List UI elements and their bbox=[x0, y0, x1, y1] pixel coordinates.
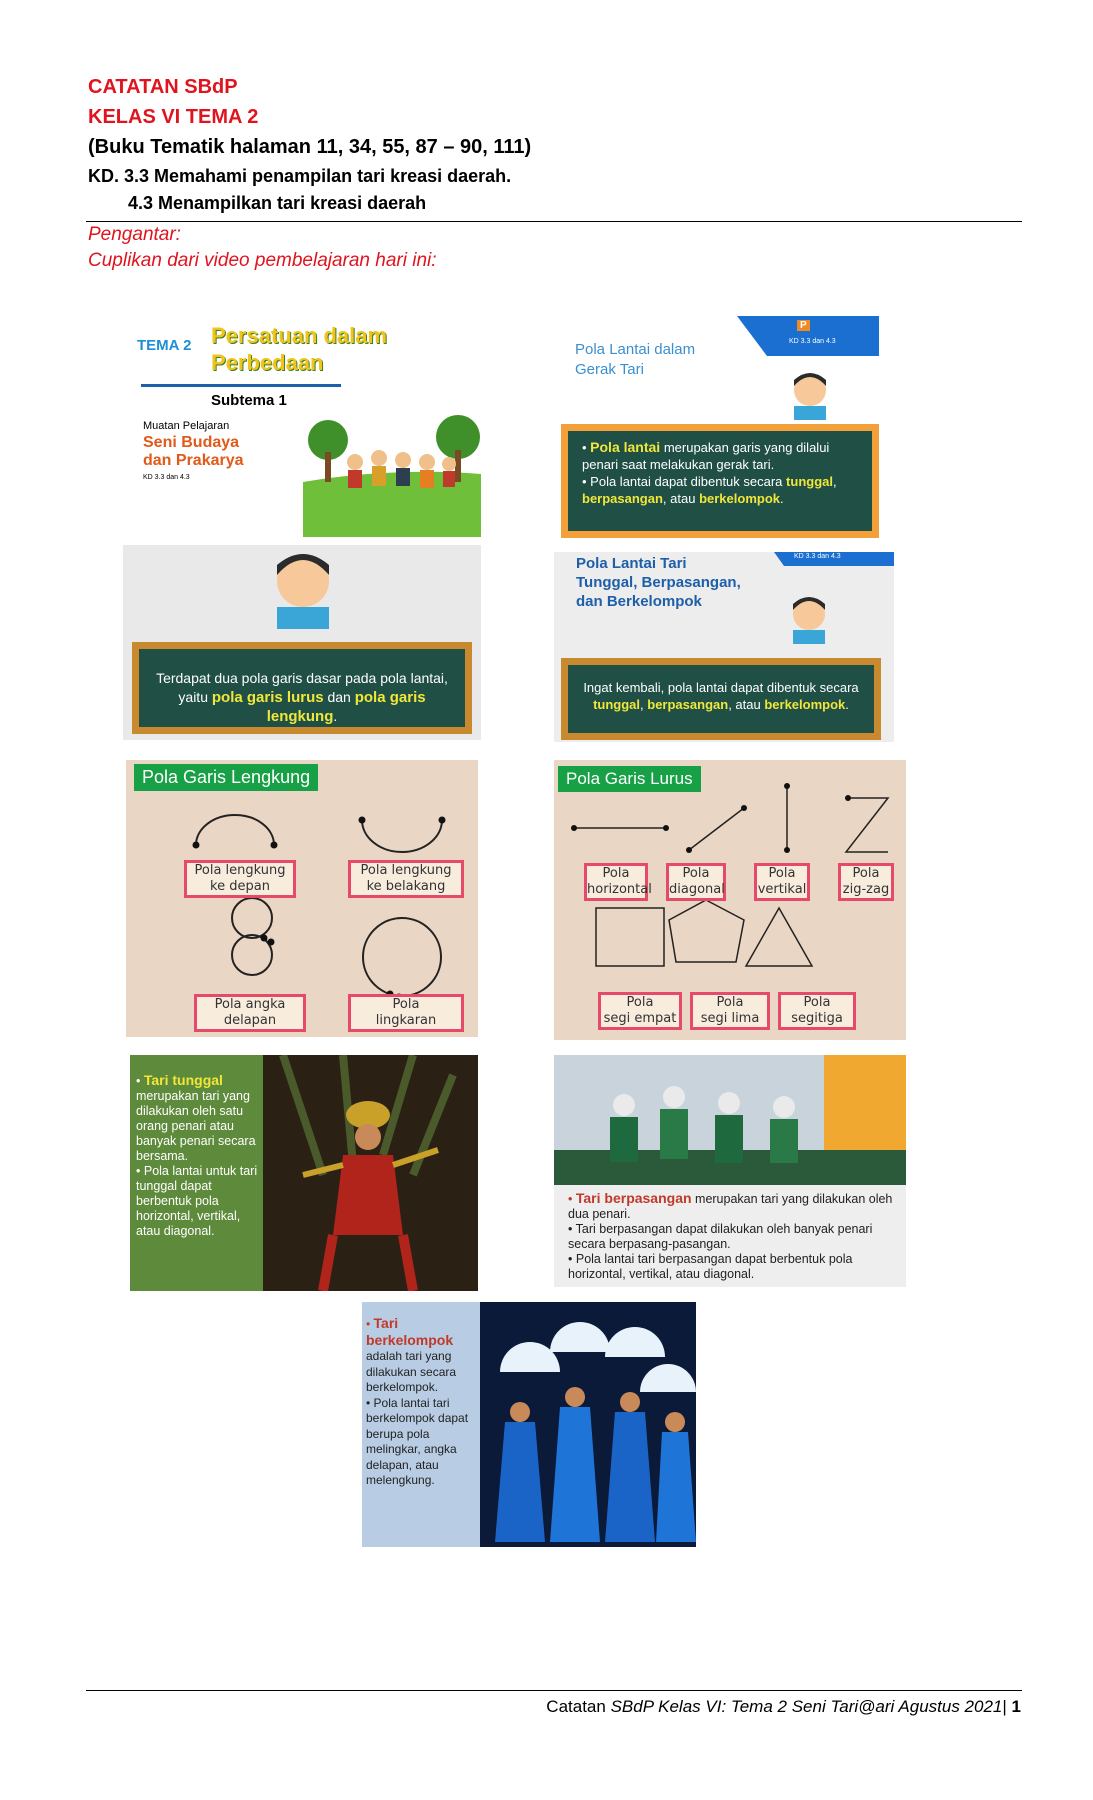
slide2-bullet-2: • Pola lantai dapat dibentuk secara tunggal, berpasangan, atau berkelompok. bbox=[582, 474, 837, 506]
label-line: Pola bbox=[716, 995, 744, 1010]
slide2-b1-text: merupakan garis yang dilalui penari saat melakukan gerak tari. bbox=[582, 440, 830, 472]
label-vertikal bbox=[754, 863, 810, 901]
slide4-hl-berkelompok: berkelompok bbox=[764, 697, 846, 712]
slide4-hl-tunggal: tunggal bbox=[593, 697, 641, 712]
intro-text: Cuplikan dari video pembelajaran hari ini: bbox=[88, 250, 437, 271]
slide5-title: Pola Garis Lengkung bbox=[134, 764, 318, 791]
slide2-hl-berpasangan: berpasangan bbox=[582, 491, 663, 506]
slide8-hl: Tari berpasangan bbox=[575, 1190, 692, 1206]
label-line: Pola bbox=[803, 995, 831, 1010]
slide-pola-lantai-jenis bbox=[554, 552, 894, 742]
header-title: CATATAN SBdP bbox=[88, 76, 238, 98]
slide3-dan: dan bbox=[327, 689, 351, 705]
slide3-board: Terdapat dua pola garis dasar pada pola lantai, yaitu pola garis lurus dan pola garis lengkung. bbox=[132, 642, 472, 734]
slide7-bullet-2: • Pola lantai untuk tari tunggal dapat berbentuk pola horizontal, vertikal, atau diagonal. bbox=[136, 1164, 258, 1238]
slide8-bullet-3: • Pola lantai tari berpasangan dapat berbentuk pola horizontal, vertikal, atau diagonal. bbox=[568, 1252, 853, 1281]
label-lengkung-depan bbox=[184, 860, 296, 898]
label-line: ke belakang bbox=[366, 879, 446, 894]
boy-icon bbox=[785, 368, 835, 420]
label-zigzag bbox=[838, 863, 894, 901]
badge-kd: KD 3.3 dan 4.3 bbox=[789, 338, 836, 345]
header-rule bbox=[86, 221, 1022, 222]
header-pages: (Buku Tematik halaman 11, 34, 55, 87 – 90, 111) bbox=[88, 136, 532, 158]
slide9-bullet-1: • Tari berkelompok adalah tari yang dilakukan secara berkelompok. bbox=[366, 1315, 457, 1394]
label-segi-empat bbox=[598, 992, 682, 1030]
slide-tema-cover bbox=[123, 312, 481, 537]
curve-backward-icon bbox=[359, 817, 446, 853]
tema-label: TEMA 2 bbox=[137, 337, 192, 354]
footer-sep: | bbox=[1002, 1697, 1007, 1716]
slide8-b3: Pola lantai tari berpasangan dapat berbentuk pola horizontal, vertikal, atau diagonal. bbox=[568, 1252, 853, 1281]
boy-icon bbox=[784, 592, 834, 644]
slide-tari-tunggal bbox=[130, 1055, 478, 1291]
group-dancers-photo bbox=[480, 1302, 696, 1547]
slide4-title bbox=[576, 554, 741, 611]
subject-line1: Seni Budaya bbox=[143, 434, 240, 451]
footer-text: Catatan bbox=[546, 1697, 606, 1716]
slide3-hl-lurus: pola garis lurus bbox=[211, 689, 324, 706]
label-segi-lima bbox=[690, 992, 770, 1030]
diagonal-line-icon bbox=[686, 805, 747, 853]
header-kd33: KD. 3.3 Memahami penampilan tari kreasi daerah. bbox=[88, 166, 512, 186]
slide7-bullet-1: • Tari tunggal merupakan tari yang dilakukan oleh satu orang penari atau banyak penari secara bersama. bbox=[136, 1072, 256, 1163]
footer-rule bbox=[86, 1690, 1022, 1691]
slide2-title-line1: Pola Lantai dalam bbox=[575, 341, 696, 358]
subtema-label: Subtema 1 bbox=[211, 392, 287, 409]
slide8-text bbox=[568, 1191, 898, 1282]
label-horizontal bbox=[584, 863, 652, 901]
pentagon-shape-icon bbox=[669, 900, 744, 962]
circle-pattern-icon bbox=[363, 918, 441, 1001]
slide-tari-berkelompok bbox=[362, 1302, 696, 1547]
tema-title-line1: Persatuan dalam bbox=[211, 323, 388, 348]
label-line: Pola bbox=[626, 995, 654, 1010]
slide8-bullet-1: • Tari berpasangan merupakan tari yang dilakukan oleh dua penari. bbox=[568, 1190, 893, 1221]
tema-title-line2: Perbedaan bbox=[211, 350, 324, 375]
slide9-b1: adalah tari yang dilakukan secara berkelompok. bbox=[366, 1349, 457, 1394]
children-illustration bbox=[303, 412, 481, 537]
label-line: Pola bbox=[602, 866, 630, 881]
label-line: segi empat bbox=[603, 1011, 677, 1026]
slide4-text: Ingat kembali, pola lantai dapat dibentuk secara bbox=[583, 680, 859, 695]
slide7-b1: merupakan tari yang dilakukan oleh satu orang penari atau banyak penari secara bersama. bbox=[136, 1089, 256, 1163]
slide-pola-lantai bbox=[557, 316, 879, 538]
slide8-b1: merupakan tari yang dilakukan oleh dua penari. bbox=[568, 1192, 893, 1221]
slide7-hl: Tari tunggal bbox=[143, 1072, 223, 1088]
slide-pola-garis-lengkung bbox=[126, 760, 478, 1037]
label-line: ke depan bbox=[210, 879, 270, 894]
label-angka-delapan bbox=[194, 994, 306, 1032]
slide8-b2: Tari berpasangan dapat dilakukan oleh banyak penari secara berpasang-pasangan. bbox=[568, 1222, 873, 1251]
footer-italic: SBdP Kelas VI: Tema 2 Seni Tari@ari Agustus 2021 bbox=[610, 1697, 1003, 1716]
curve-forward-icon bbox=[193, 815, 278, 849]
slide-tari-berpasangan bbox=[554, 1055, 906, 1287]
slide2-title bbox=[575, 340, 695, 380]
label-line: Pola bbox=[768, 866, 796, 881]
slide-pola-garis-lurus bbox=[554, 760, 906, 1040]
slide6-title: Pola Garis Lurus bbox=[558, 766, 701, 792]
label-lingkaran bbox=[348, 994, 464, 1032]
label-line: vertikal bbox=[757, 882, 807, 897]
badge-kd: KD 3.3 dan 4.3 bbox=[794, 553, 841, 560]
slide4-title-line3: dan Berkelompok bbox=[576, 593, 702, 610]
slide3-hl-lengkung: pola garis lengkung bbox=[266, 689, 426, 725]
slide7-b2: Pola lantai untuk tari tunggal dapat berbentuk pola horizontal, vertikal, atau diagonal. bbox=[136, 1164, 258, 1238]
label-line: Pola bbox=[682, 866, 710, 881]
boy-icon bbox=[263, 549, 343, 629]
label-line: segi lima bbox=[700, 1011, 760, 1026]
slide3-text: Terdapat dua pola garis dasar pada pola lantai, yaitu bbox=[156, 670, 448, 705]
slide8-bullet-2: • Tari berpasangan dapat dilakukan oleh banyak penari secara berpasang-pasangan. bbox=[568, 1222, 873, 1251]
label-segitiga bbox=[778, 992, 856, 1030]
slide2-title-line2: Gerak Tari bbox=[575, 361, 644, 378]
label-line: Pola lengkung bbox=[194, 863, 286, 878]
zigzag-line-icon bbox=[845, 795, 888, 852]
label-diagonal bbox=[666, 863, 726, 901]
label-line: diagonal bbox=[669, 882, 725, 897]
solo-dancer-photo bbox=[263, 1055, 478, 1291]
header-class: KELAS VI TEMA 2 bbox=[88, 106, 259, 128]
slide4-board: Ingat kembali, pola lantai dapat dibentuk secara tunggal, berpasangan, atau berkelompok. bbox=[561, 658, 881, 740]
muatan-label: Muatan Pelajaran bbox=[143, 420, 230, 432]
slide4-hl-berpasangan: berpasangan bbox=[647, 697, 729, 712]
title-underline bbox=[141, 384, 341, 387]
badge-p: P bbox=[797, 320, 810, 331]
slide9-hl: Tari berkelompok bbox=[366, 1315, 454, 1348]
cover-kd: KD 3.3 dan 4.3 bbox=[143, 474, 190, 481]
slide4-title-line2: Tunggal, Berpasangan, bbox=[576, 574, 741, 591]
label-line: Pola angka bbox=[214, 997, 286, 1012]
triangle-shape-icon bbox=[746, 908, 812, 966]
label-line: horizontal bbox=[587, 882, 652, 897]
slide9-bullet-2: • Pola lantai tari berkelompok dapat berupa pola melingkar, angka delapan, atau melengkung. bbox=[366, 1395, 469, 1487]
slide2-b2-text: Pola lantai dapat dibentuk secara bbox=[590, 474, 783, 489]
square-shape-icon bbox=[596, 908, 664, 966]
label-line: delapan bbox=[223, 1013, 277, 1028]
slide2-bullet-1: • Pola lantai merupakan garis yang dilalui penari saat melakukan gerak tari. bbox=[582, 439, 830, 472]
label-line: zig-zag bbox=[842, 882, 890, 897]
slide2-hl-berkelompok: berkelompok bbox=[699, 491, 780, 506]
slide4-atau: , atau bbox=[728, 697, 761, 712]
tema-title bbox=[211, 322, 387, 376]
subject-line2: dan Prakarya bbox=[143, 452, 244, 469]
horizontal-line-icon bbox=[571, 825, 669, 831]
header-kd43: 4.3 Menampilkan tari kreasi daerah bbox=[128, 193, 427, 213]
slide-dua-pola-garis bbox=[123, 545, 481, 740]
label-line: Pola lengkung bbox=[360, 863, 452, 878]
vertical-line-icon bbox=[784, 783, 790, 853]
label-line: Pola bbox=[392, 997, 420, 1012]
slide2-board bbox=[561, 424, 879, 538]
slide9-text bbox=[366, 1316, 478, 1489]
subject-name bbox=[143, 434, 244, 470]
page-number: 1 bbox=[1011, 1697, 1021, 1716]
intro-label: Pengantar: bbox=[88, 224, 181, 245]
slide9-b2: Pola lantai tari berkelompok dapat berupa pola melingkar, angka delapan, atau melengkung. bbox=[366, 1395, 469, 1487]
label-line: Pola bbox=[852, 866, 880, 881]
label-line: segitiga bbox=[791, 1011, 843, 1026]
slide4-title-line1: Pola Lantai Tari bbox=[576, 555, 687, 572]
footer bbox=[546, 1697, 1021, 1717]
figure-eight-icon bbox=[232, 898, 275, 975]
slide7-text bbox=[136, 1073, 260, 1239]
label-line: lingkaran bbox=[375, 1013, 437, 1028]
slide2-hl-pola-lantai: Pola lantai bbox=[590, 439, 661, 455]
label-lengkung-belakang bbox=[348, 860, 464, 898]
slide2-hl-tunggal: tunggal bbox=[786, 474, 833, 489]
slide2-atau: , atau bbox=[662, 491, 696, 506]
pair-dancers-photo bbox=[554, 1055, 906, 1185]
